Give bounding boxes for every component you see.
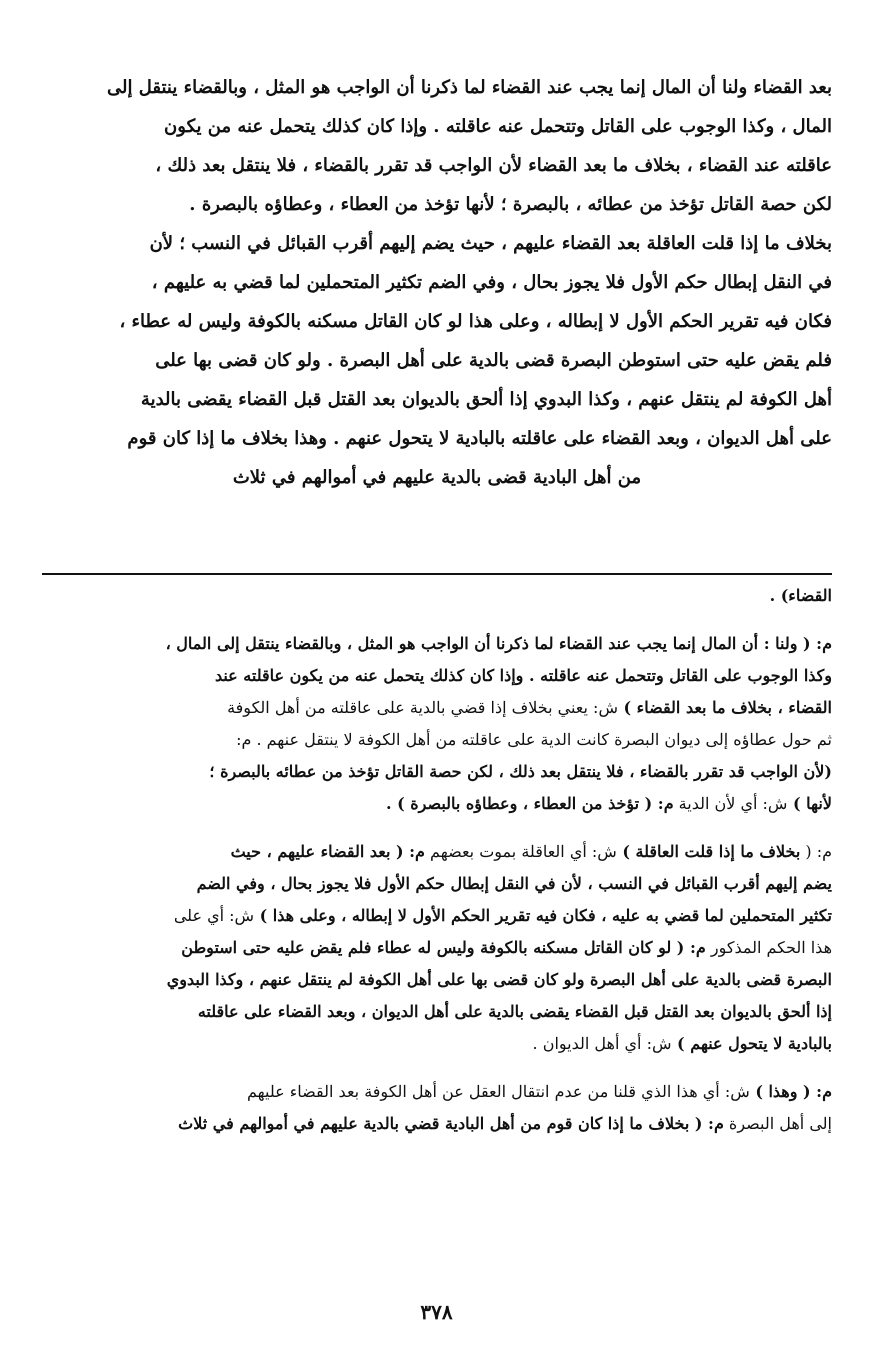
matn-text-run: البصرة قضى بالدية على أهل البصرة ولو كان قضى بها على أهل الكوفة لم ينتقل عنهم ، وكذا البدوي [166,970,832,989]
paragraph-gap [42,1060,832,1076]
main-text-line: في النقل إبطال حكم الأول فلا يجوز بحال ، وفي الضم تكثير المتحملين لما قضي به عليهم ، [151,272,832,293]
main-text-line: فلم يقض عليه حتى استوطن البصرة قضى بالدية على أهل البصرة . ولو كان قضى بها على [155,350,832,371]
commentary-line [42,756,832,788]
main-text-line: فكان فيه تقرير الحكم الأول لا إبطاله ، وعلى هذا لو كان القاتل مسكنه بالكوفة وليس له عطاء ، [119,311,832,332]
commentary-line [42,1108,832,1140]
sharh-text-run: ش: يعني بخلاف إذا قضي بالدية على عاقلته من أهل الكوفة [227,698,618,717]
commentary-line [42,788,832,820]
matn-text-run: م: ( لو كان القاتل مسكنه بالكوفة وليس له عطاء فلم يقض عليه حتى استوطن [181,938,706,957]
matn-text-run: يضم إليهم أقرب القبائل في النسب ، لأن في النقل إبطال حكم الأول فلا يجوز بحال ، وفي الضم [196,874,832,893]
matn-text-run: م: ( تؤخذ من العطاء ، وعطاؤه بالبصرة ) . [385,794,674,813]
main-text-line: عاقلته عند القضاء ، بخلاف ما بعد القضاء لأن الواجب قد تقرر بالقضاء ، فلا ينتقل بعد ذلك ، [155,155,832,176]
matn-text-run: بالبادية لا يتحول عنهم ) [671,1034,832,1053]
matn-text-run: بخلاف ما إذا قلت العاقلة ) [616,842,801,861]
main-text-line: بخلاف ما إذا قلت العاقلة بعد القضاء عليهم ، حيث يضم إليهم أقرب القبائل في النسب ؛ لأن [149,233,832,254]
main-text-last-line: من أهل البادية قضى بالدية عليهم في أموالهم في ثلاث [232,467,642,488]
sharh-text-run: ش: أي لأن الدية [673,794,788,813]
sharh-text-run: ش: أي أهل الديوان . [532,1034,672,1053]
sharh-text-run: ش: أي العاقلة بموت بعضهم [424,842,617,861]
commentary-line [42,868,832,900]
footnote-divider [42,573,832,575]
paragraph-gap [42,820,832,836]
matn-text-run: القضاء ، بخلاف ما بعد القضاء ) [617,698,832,717]
sharh-text-run: هذا الحكم المذكور [705,938,832,957]
commentary-paragraph-2 [42,836,832,1060]
commentary-line [42,692,832,724]
commentary-paragraph-1 [42,628,832,820]
main-text-line: بعد القضاء ولنا أن المال إنما يجب عند القضاء لما ذكرنا أن الواجب هو المثل ، وبالقضاء ينتقل إلى [106,77,832,98]
commentary-line [42,1028,832,1060]
sharh-text-run: ش: أي هذا الذي قلنا من عدم انتقال العقل عن أهل الكوفة بعد القضاء عليهم [246,1082,750,1101]
sharh-text-run: م: ( [800,842,832,861]
matn-text-run: م: ( بعد القضاء عليهم ، حيث [230,842,425,861]
matn-text-run: إذا ألحق بالديوان بعد القتل قبل القضاء يقضى بالدية على أهل الديوان ، وبعد القضاء على عاقلته [197,1002,832,1021]
paragraph-gap [42,612,832,628]
commentary-paragraph-3 [42,1076,832,1140]
main-text-line: المال ، وكذا الوجوب على القاتل وتتحمل عنه عاقلته . وإذا كان كذلك يتحمل عنه من يكون [164,116,832,137]
matn-text-run: م: ( وهذا ) [749,1082,832,1101]
commentary-carry-over: القضاء) . [769,586,832,605]
sharh-text-run: ثم حول عطاؤه إلى ديوان البصرة كانت الدية على عاقلته من أهل الكوفة لا ينتقل عنهم . م: [236,730,832,749]
main-text-line: لكن حصة القاتل تؤخذ من عطائه ، بالبصرة ؛ لأنها تؤخذ من العطاء ، وعطاؤه بالبصرة . [189,194,832,215]
commentary-line [42,964,832,996]
commentary-line [42,628,832,660]
matn-text-run: م: ( ولنا : أن المال إنما يجب عند القضاء لما ذكرنا أن الواجب هو المثل ، وبالقضاء ينتقل إلى المال ، [165,634,832,653]
sharh-text-run: ش: أي على [173,906,255,925]
matn-text-run: م: ( بخلاف ما إذا كان قوم من أهل البادية قضي بالدية عليهم في أموالهم في ثلاث [178,1114,724,1133]
sharh-text-run: إلى أهل البصرة [723,1114,832,1133]
commentary-line [42,932,832,964]
matn-text-run: وكذا الوجوب على القاتل وتتحمل عنه عاقلته . وإذا كان كذلك يتحمل عنه من يكون عاقلته عند [214,666,832,685]
commentary-line [42,996,832,1028]
commentary-line [42,900,832,932]
commentary-line [42,660,832,692]
main-text-line: على أهل الديوان ، وبعد القضاء على عاقلته بالبادية لا يتحول عنهم . وهذا بخلاف ما إذا كان قوم [127,428,832,449]
matn-text-run: تكثير المتحملين لما قضي به عليه ، فكان فيه تقرير الحكم الأول لا إبطاله ، وعلى هذا ) [254,906,832,925]
commentary-block [42,580,832,1140]
matn-text-run: (لأن الواجب قد تقرر بالقضاء ، فلا ينتقل بعد ذلك ، لكن حصة القاتل تؤخذ من عطائه بالبصرة ؛ [209,762,832,781]
commentary-line [42,1076,832,1108]
commentary-line [42,836,832,868]
main-text-block [42,68,832,497]
matn-text-run: لأنها ) [787,794,832,813]
main-text-line: أهل الكوفة لم ينتقل عنهم ، وكذا البدوي إذا ألحق بالديوان بعد القتل قبل القضاء يقضى بالدية [140,389,832,410]
commentary-line [42,724,832,756]
page-number: ٣٧٨ [420,1300,453,1324]
